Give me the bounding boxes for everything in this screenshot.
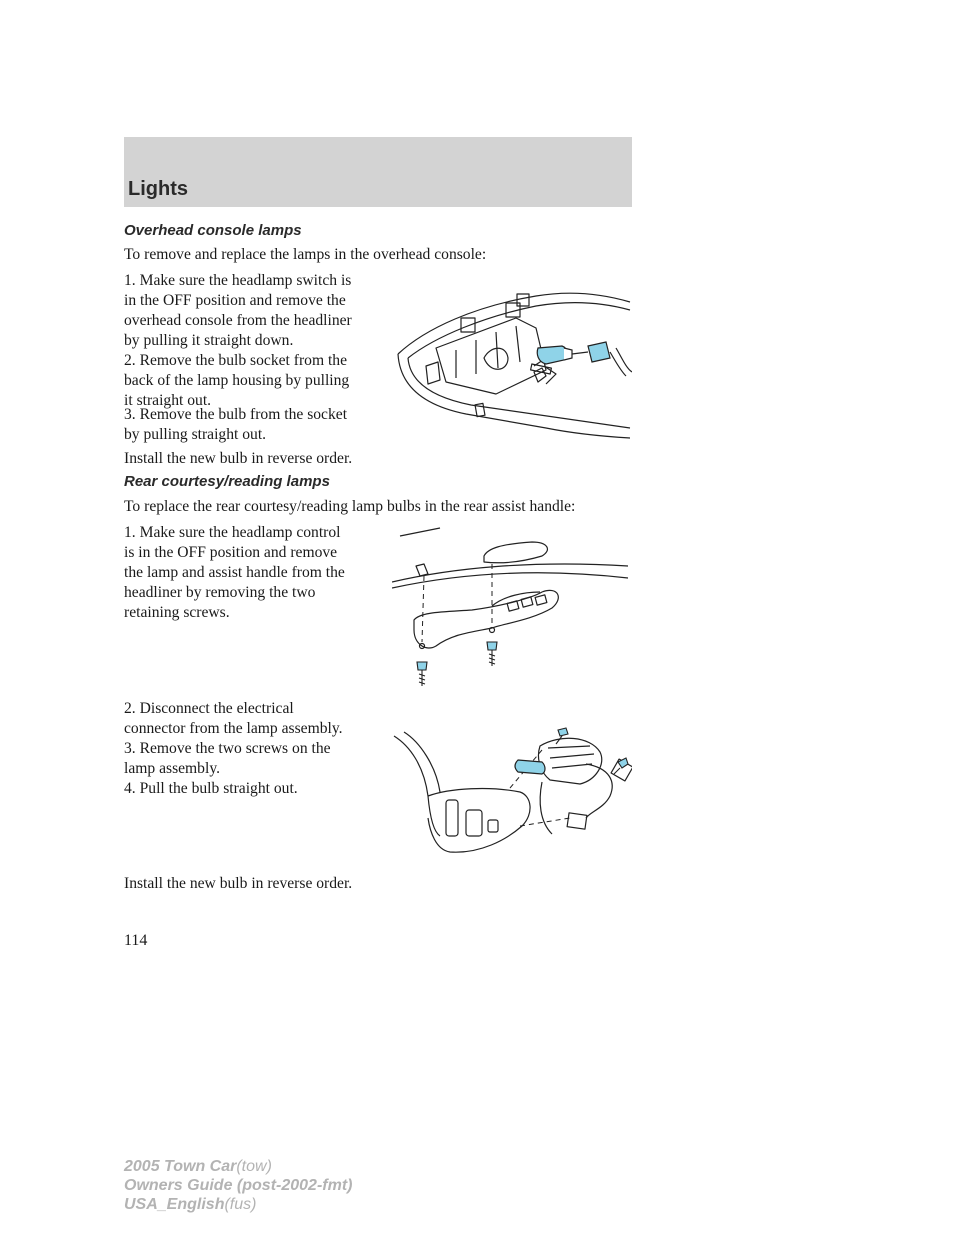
rear-step-1 bbox=[124, 523, 345, 623]
overhead-heading: Overhead console lamps bbox=[124, 222, 302, 239]
overhead-console-illustration bbox=[396, 288, 632, 442]
overhead-step-1 bbox=[124, 271, 352, 351]
text-line: connector from the lamp assembly. bbox=[124, 720, 343, 737]
text-line: by pulling straight out. bbox=[124, 426, 267, 443]
rear-step-3 bbox=[124, 739, 331, 779]
footer-code: (tow) bbox=[236, 1158, 272, 1175]
footer-line-1 bbox=[124, 1157, 352, 1176]
footer-title: 2005 Town Car bbox=[124, 1158, 237, 1175]
text-line: in the OFF position and remove the bbox=[124, 292, 346, 309]
rear-heading: Rear courtesy/reading lamps bbox=[124, 473, 330, 490]
page-number: 114 bbox=[124, 932, 148, 949]
text-line: it straight out. bbox=[124, 392, 212, 409]
footer-language: USA_English bbox=[124, 1196, 225, 1213]
text-line: overhead console from the headliner bbox=[124, 312, 352, 329]
rear-step-4: 4. Pull the bulb straight out. bbox=[124, 780, 298, 797]
footer-line-2 bbox=[124, 1176, 352, 1195]
document-footer bbox=[124, 1157, 352, 1214]
text-line: 3. Remove the bulb from the socket bbox=[124, 406, 348, 423]
text-line: back of the lamp housing by pulling bbox=[124, 372, 350, 389]
text-line: 1. Make sure the headlamp switch is bbox=[124, 272, 352, 289]
overhead-closing: Install the new bulb in reverse order. bbox=[124, 450, 353, 467]
footer-line-3 bbox=[124, 1195, 352, 1214]
section-title: Lights bbox=[128, 178, 188, 200]
text-line: 3. Remove the two screws on the bbox=[124, 740, 331, 757]
lamp-assembly-illustration bbox=[390, 722, 632, 862]
rear-intro: To replace the rear courtesy/reading lamp bulbs in the rear assist handle: bbox=[124, 498, 576, 515]
text-line: 2. Disconnect the electrical bbox=[124, 700, 294, 717]
section-header-band bbox=[124, 137, 632, 207]
rear-step-2 bbox=[124, 699, 343, 739]
text-line: 1. Make sure the headlamp control bbox=[124, 524, 341, 541]
overhead-intro: To remove and replace the lamps in the overhead console: bbox=[124, 246, 487, 263]
assist-handle-illustration bbox=[392, 520, 632, 692]
text-line: retaining screws. bbox=[124, 604, 230, 621]
footer-guide: Owners Guide (post-2002-fmt) bbox=[124, 1177, 353, 1194]
text-line: headliner by removing the two bbox=[124, 584, 316, 601]
text-line: by pulling it straight down. bbox=[124, 332, 294, 349]
footer-lang-code: (fus) bbox=[224, 1196, 257, 1213]
text-line: is in the OFF position and remove bbox=[124, 544, 338, 561]
text-line: the lamp and assist handle from the bbox=[124, 564, 345, 581]
text-line: 2. Remove the bulb socket from the bbox=[124, 352, 348, 369]
overhead-step-2 bbox=[124, 351, 349, 411]
rear-closing: Install the new bulb in reverse order. bbox=[124, 875, 353, 892]
overhead-step-3 bbox=[124, 405, 347, 445]
text-line: lamp assembly. bbox=[124, 760, 220, 777]
